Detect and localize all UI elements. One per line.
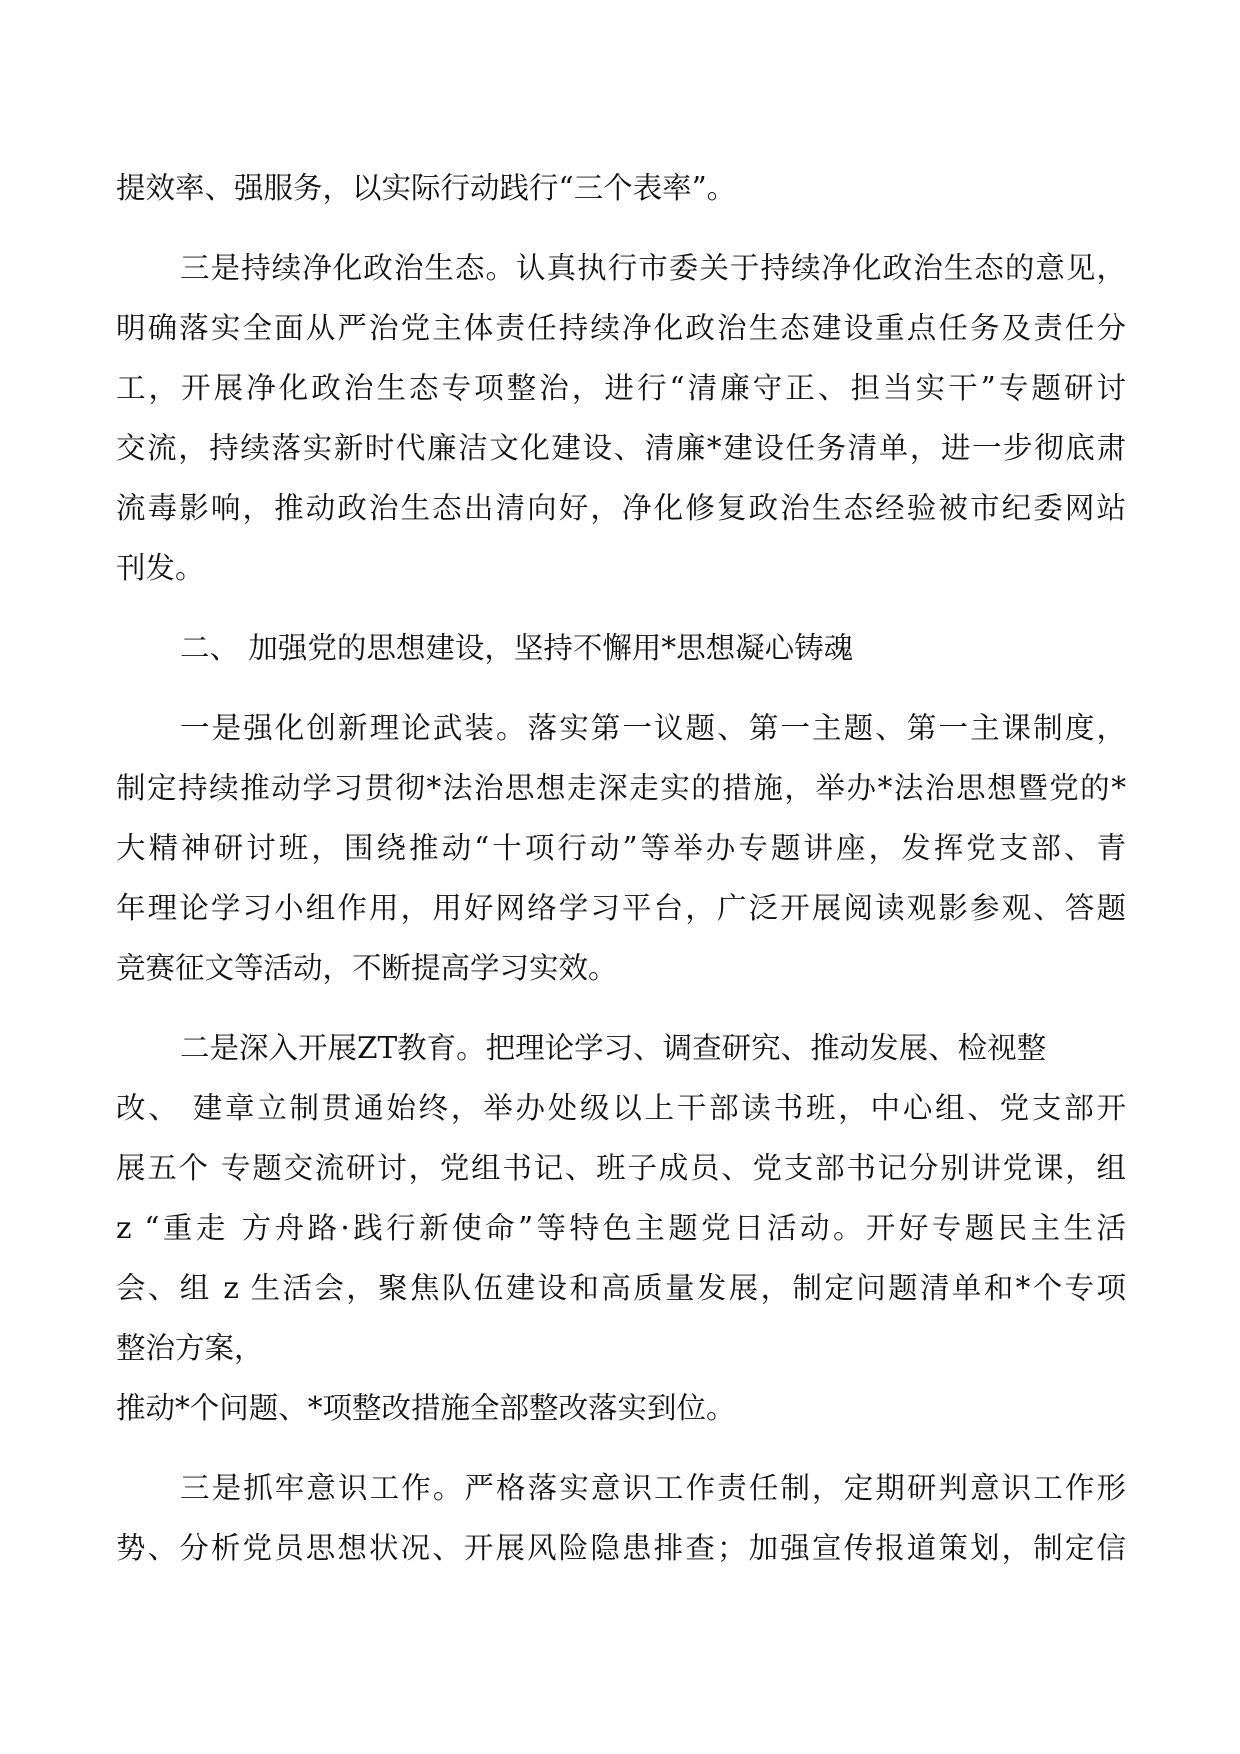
- text-line: 三是持续净化政治生态。认真执行市委关于持续净化政治生态的意见，: [180, 251, 1126, 285]
- text-line: 竞赛征文等活动，不断提高学习实效。: [116, 951, 618, 985]
- text-line: 年理论学习小组作用，用好网络学习平台，广泛开展阅读观影参观、答题: [116, 891, 1126, 925]
- text-line: 提效率、强服务，以实际行动践行“三个表率”。: [116, 171, 737, 205]
- text-line: 推动*个问题、*项整改措施全部整改落实到位。: [116, 1391, 736, 1425]
- text-line: 工，开展净化政治生态专项整治，进行“清廉守正、担当实干”专题研讨: [116, 371, 1126, 405]
- text-line: z “重走 方舟路·践行新使命”等特色主题党日活动。开好专题民主生活: [116, 1211, 1126, 1245]
- text-line: 会、组 z 生活会，聚焦队伍建设和高质量发展，制定问题清单和*个专项: [116, 1271, 1126, 1305]
- text-line: 改、 建章立制贯通始终，举办处级以上干部读书班，中心组、党支部开: [116, 1091, 1126, 1125]
- text-line: 展五个 专题交流研讨，党组书记、班子成员、党支部书记分别讲党课，组: [116, 1151, 1126, 1185]
- text-line: 流毒影响，推动政治生态出清向好，净化修复政治生态经验被市纪委网站: [116, 491, 1126, 525]
- document-body: [116, 158, 1126, 1578]
- text-line: 势、分析党员思想状况、开展风险隐患排查；加强宣传报道策划，制定信: [116, 1531, 1126, 1565]
- text-line: 二是深入开展ZT教育。把理论学习、调查研究、推动发展、检视整: [180, 1031, 1047, 1065]
- paragraph-political-ecology: [116, 238, 1126, 598]
- paragraph-theory-study: [116, 698, 1126, 998]
- text-line: 制定持续推动学习贯彻*法治思想走深走实的措施，举办*法治思想暨党的*: [116, 771, 1126, 805]
- text-line: 明确落实全面从严治党主体责任持续净化政治生态建设重点任务及责任分: [116, 311, 1126, 345]
- paragraph-ideology-work: [116, 1458, 1126, 1578]
- paragraph-zt-education: [116, 1018, 1126, 1438]
- text-line: 三是抓牢意识工作。严格落实意识工作责任制，定期研判意识工作形: [180, 1471, 1126, 1505]
- section-heading: 二、 加强党的思想建设，坚持不懈用*思想凝心铸魂: [180, 631, 854, 665]
- text-line: 交流，持续落实新时代廉洁文化建设、清廉*建设任务清单，进一步彻底肃: [116, 431, 1126, 465]
- text-line: 刊发。: [116, 551, 205, 585]
- text-line: 大精神研讨班，围绕推动“十项行动”等举办专题讲座，发挥党支部、青: [116, 831, 1126, 865]
- text-line: 整治方案，: [116, 1331, 264, 1365]
- text-line: 一是强化创新理论武装。落实第一议题、第一主题、第一主课制度，: [180, 711, 1126, 745]
